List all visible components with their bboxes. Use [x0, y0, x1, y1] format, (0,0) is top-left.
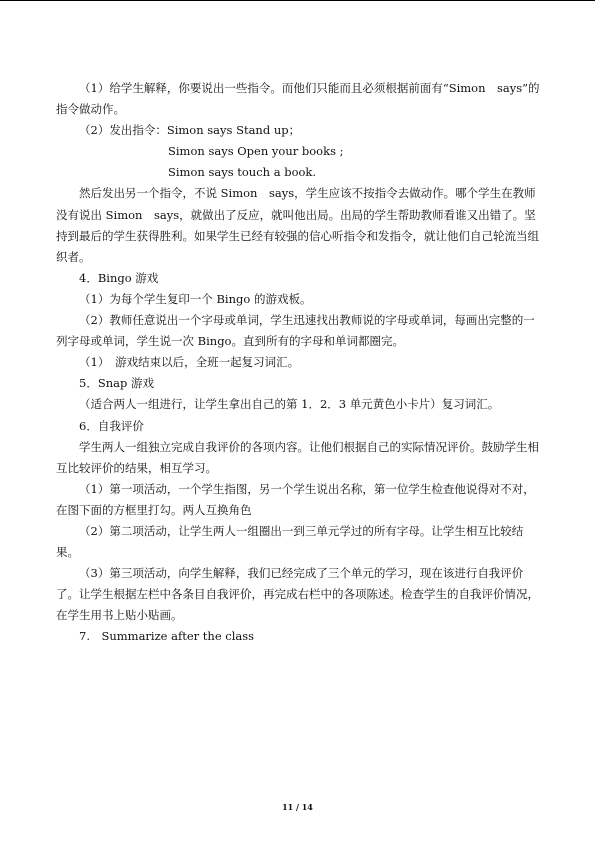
- section-heading: 7. Summarize after the class: [79, 629, 255, 644]
- paragraph: （2）第二项活动，让学生两人一组圈出一到三单元学过的所有字母。让学生相互比较结果。: [56, 523, 524, 560]
- section-heading: 4．Bingo 游戏: [79, 270, 159, 285]
- paragraph: （1） 游戏结束以后，全班一起复习词汇。: [79, 355, 300, 370]
- page-number: 11 / 14: [282, 802, 313, 812]
- command-line: Simon says touch a book.: [168, 165, 317, 180]
- paragraph: （1）第一项活动，一个学生指图，另一个学生说出名称，第一位学生检查他说得对不对，在图下面的方框里打勾。两人互换角色: [56, 481, 535, 517]
- paragraph: 学生两人一组独立完成自我评价的各项内容。让他们根据自己的实际情况评价。鼓励学生相互比较评价的结果，相互学习。: [56, 439, 539, 475]
- paragraph: （2）教师任意说出一个字母或单词，学生迅速找出教师说的字母或单词，每画出完整的一列字母或单词，学生说一次 Bingo。直到所有的字母和单词都圈完。: [56, 313, 535, 349]
- paragraph: （适合两人一组进行，让学生拿出自己的第 1．2．3 单元黄色小卡片）复习词汇。: [79, 397, 500, 412]
- command-line: Simon says Open your books ;: [168, 144, 344, 159]
- document-body: [56, 78, 542, 648]
- section-heading: 5．Snap 游戏: [79, 376, 154, 391]
- paragraph: （1）为每个学生复印一个 Bingo 的游戏板。: [79, 291, 312, 306]
- paragraph: 然后发出另一个指令，不说 Simon says，学生应该不按指令去做动作。哪个学生在教师没有说出 Simon says，就做出了反应，就叫他出局。出局的学生帮助教师看谁又出错了。坚持到最后的学生获得胜利。如果学生已经有较强的信心听指令和发指令，就让他们自己轮流当组织者。: [56, 186, 539, 264]
- section-heading: 6．自我评价: [79, 418, 144, 433]
- paragraph: （2）发出指令：Simon says Stand up；: [79, 123, 301, 138]
- paragraph: （1）给学生解释，你要说出一些指令。而他们只能而且必须根据前面有“Simon says”的指令做动作。: [56, 81, 540, 117]
- paragraph: （3）第三项活动，向学生解释，我们已经完成了三个单元的学习，现在该进行自我评价了。让学生根据左栏中各条目自我评价，再完成右栏中的各项陈述。检查学生的自我评价情况，在学生用书上贴小贴画。: [56, 566, 539, 623]
- top-rule: [0, 0, 595, 1]
